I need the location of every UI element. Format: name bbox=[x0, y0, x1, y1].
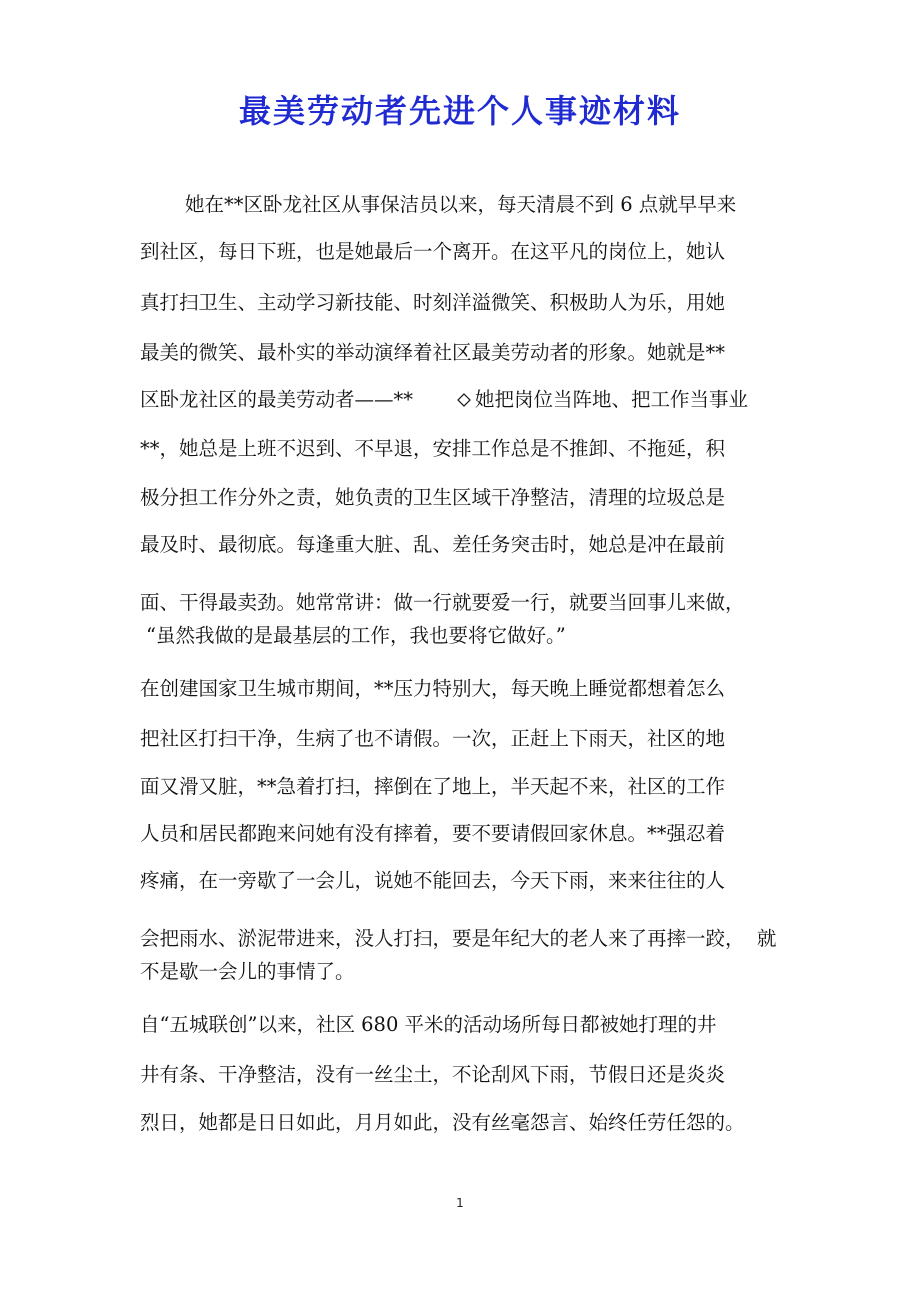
text-line: 不是歇一会儿的事情了。 bbox=[140, 960, 355, 983]
text-line: 到社区，每日下班，也是她最后一个离开。在这平凡的岗位上，她认 bbox=[140, 240, 726, 263]
text-line: 把社区打扫干净，生病了也不请假。一次，正赶上下雨天，社区的地 bbox=[140, 727, 726, 750]
text-segment: 区卧龙社区的最美劳动者——** bbox=[140, 388, 414, 411]
text-line: 极分担工作分外之责，她负责的卫生区域干净整洁，清理的垃圾总是 bbox=[140, 486, 726, 509]
text-line: 烈日，她都是日日如此，月月如此，没有丝毫怨言、始终任劳任怨的。 bbox=[140, 1111, 745, 1134]
diamond-mark-icon bbox=[457, 393, 471, 407]
text-line: 自“五城联创”以来，社区 680 平米的活动场所每日都被她打理的井 bbox=[140, 1013, 717, 1036]
text-line: 最及时、最彻底。每逢重大脏、乱、差任务突击时，她总是冲在最前 bbox=[140, 533, 726, 556]
page-number: 1 bbox=[456, 1196, 464, 1210]
document-title: 最美劳动者先进个人事迹材料 bbox=[238, 92, 681, 130]
text-line: 她在**区卧龙社区从事保洁员以来，每天清晨不到 6 点就早早来 bbox=[185, 193, 737, 216]
text-line-with-mark bbox=[140, 387, 748, 413]
text-line: 会把雨水、淤泥带进来，没人打扫，要是年纪大的老人来了再摔一跤， 就 bbox=[140, 927, 777, 950]
text-line: 面、干得最卖劲。她常常讲：做一行就要爱一行，就要当回事儿来做， bbox=[140, 591, 745, 614]
text-line: “虽然我做的是最基层的工作，我也要将它做好。” bbox=[146, 624, 566, 647]
text-line: 最美的微笑、最朴实的举动演绎着社区最美劳动者的形象。她就是** bbox=[140, 341, 726, 364]
text-line: 真打扫卫生、主动学习新技能、时刻洋溢微笑、积极助人为乐，用她 bbox=[140, 291, 726, 314]
text-segment: 她把岗位当阵地、把工作当事业 bbox=[475, 388, 749, 411]
text-line: **，她总是上班不迟到、不早退，安排工作总是不推卸、不拖延，积 bbox=[140, 437, 726, 460]
text-line: 面又滑又脏，**急着打扫，摔倒在了地上，半天起不来，社区的工作 bbox=[140, 775, 726, 798]
text-line: 疼痛，在一旁歇了一会儿，说她不能回去，今天下雨，来来往往的人 bbox=[140, 869, 726, 892]
text-line: 井有条、干净整洁，没有一丝尘土，不论刮风下雨，节假日还是炎炎 bbox=[140, 1063, 726, 1086]
text-line: 在创建国家卫生城市期间，**压力特别大，每天晚上睡觉都想着怎么 bbox=[140, 677, 726, 700]
text-line: 人员和居民都跑来问她有没有摔着，要不要请假回家休息。**强忍着 bbox=[140, 822, 726, 845]
